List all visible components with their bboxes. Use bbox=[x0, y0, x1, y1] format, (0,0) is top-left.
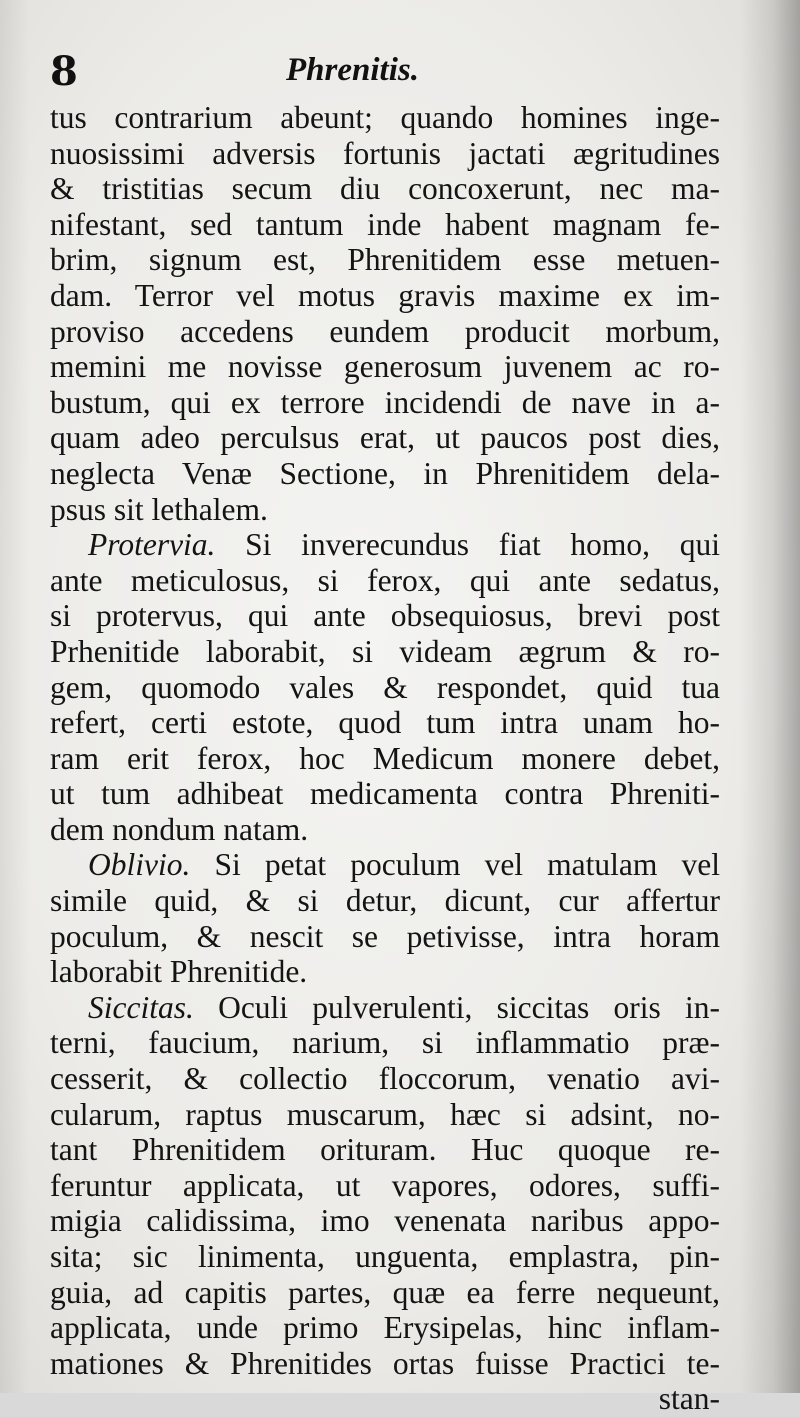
paragraph-heading: Siccitas. bbox=[88, 989, 194, 1025]
text-line bbox=[50, 492, 720, 528]
text-line bbox=[50, 563, 720, 599]
text-line bbox=[50, 776, 720, 812]
line-text: dam. Terror vel motus gravis maxime ex im- bbox=[50, 277, 720, 313]
text-line bbox=[50, 741, 720, 777]
page-header bbox=[50, 48, 720, 100]
line-text: sita; sic linimenta, unguenta, emplastra, pin- bbox=[50, 1239, 720, 1274]
line-text: stan- bbox=[658, 1381, 720, 1417]
text-line bbox=[50, 705, 720, 741]
text-line bbox=[50, 1168, 720, 1204]
line-text: simile quid, & si detur, dicunt, cur affertur bbox=[50, 883, 720, 919]
text-line bbox=[50, 598, 720, 634]
gutter-shadow bbox=[0, 0, 30, 1393]
line-text: feruntur applicata, ut vapores, odores, suffi- bbox=[50, 1167, 720, 1203]
text-line bbox=[50, 207, 720, 243]
paragraph-heading: Protervia. bbox=[88, 527, 216, 563]
line-text: migia calidissima, imo venenata naribus appo- bbox=[50, 1203, 720, 1239]
line-text: bustum, qui ex terrore incidendi de nave in a- bbox=[50, 384, 720, 420]
line-text: dem nondum natam. bbox=[50, 811, 309, 847]
line-text: terni, faucium, narium, si inflammatio præ- bbox=[50, 1025, 720, 1061]
paragraph-heading: Oblivio. bbox=[88, 847, 191, 883]
text-line bbox=[50, 883, 720, 919]
line-text: ut tum adhibeat medicamenta contra Phreniti- bbox=[50, 776, 720, 812]
text-line bbox=[50, 314, 720, 350]
line-text: tant Phrenitidem orituram. Huc quoque re- bbox=[50, 1132, 720, 1168]
line-text: Si petat poculum vel matulam vel bbox=[190, 847, 720, 883]
line-text: & tristitias secum diu concoxerunt, nec ma- bbox=[50, 171, 720, 207]
line-text: cesserit, & collectio floccorum, venatio avi- bbox=[50, 1061, 720, 1097]
page-number: 8 bbox=[50, 48, 78, 95]
text-line bbox=[50, 456, 720, 492]
line-text: si protervus, qui ante obsequiosus, brevi post bbox=[50, 598, 720, 634]
line-text: ante meticulosus, si ferox, qui ante sedatus, bbox=[50, 562, 720, 598]
line-text: quam adeo perculsus erat, ut paucos post dies, bbox=[50, 420, 720, 456]
text-line bbox=[50, 954, 720, 990]
line-text: psus sit lethalem. bbox=[50, 491, 268, 527]
text-line bbox=[50, 349, 720, 385]
line-text: cularum, raptus muscarum, hæc si adsint, no- bbox=[50, 1096, 720, 1132]
line-text: gem, quomodo vales & respondet, quid tua bbox=[50, 669, 720, 705]
text-line bbox=[50, 136, 720, 172]
line-text: applicata, unde primo Erysipelas, hinc inflam- bbox=[50, 1310, 720, 1346]
line-text: tus contrarium abeunt; quando homines inge- bbox=[50, 100, 720, 135]
body-text bbox=[50, 100, 720, 1417]
text-line bbox=[50, 1132, 720, 1168]
line-text: guia, ad capitis partes, quæ ea ferre nequeunt, bbox=[50, 1274, 720, 1310]
text-line bbox=[50, 670, 720, 706]
text-line bbox=[50, 1061, 720, 1097]
line-text: nuosissimi adversis fortunis jactati ægritudines bbox=[50, 135, 720, 171]
line-text: proviso accedens eundem producit morbum, bbox=[50, 313, 720, 349]
line-text: poculum, & nescit se petivisse, intra horam bbox=[50, 918, 720, 954]
text-line bbox=[50, 634, 720, 670]
line-text: Oculi pulverulenti, siccitas oris in- bbox=[193, 989, 720, 1025]
line-text: ram erit ferox, hoc Medicum monere debet, bbox=[50, 740, 720, 776]
text-line bbox=[50, 527, 720, 563]
line-text: nifestant, sed tantum inde habent magnam fe- bbox=[50, 206, 720, 242]
text-line bbox=[50, 1381, 720, 1417]
text-line bbox=[50, 847, 720, 883]
line-text: mationes & Phrenitides ortas fuisse Practici te- bbox=[50, 1345, 720, 1381]
line-text: refert, certi estote, quod tum intra unam ho- bbox=[50, 705, 720, 741]
text-line bbox=[50, 242, 720, 278]
text-line bbox=[50, 1203, 720, 1239]
page-edge-shadow bbox=[740, 0, 800, 1393]
text-line bbox=[50, 278, 720, 314]
text-line bbox=[50, 385, 720, 421]
line-text: brim, signum est, Phrenitidem esse metuen- bbox=[50, 242, 720, 278]
text-line bbox=[50, 990, 720, 1026]
text-line bbox=[50, 1239, 720, 1275]
text-line bbox=[50, 1097, 720, 1133]
line-text: neglecta Venæ Sectione, in Phrenitidem dela- bbox=[50, 455, 720, 491]
text-line bbox=[50, 100, 720, 136]
text-line bbox=[50, 420, 720, 456]
line-text: Prhenitide laborabit, si videam ægrum & ro- bbox=[50, 633, 720, 669]
text-line bbox=[50, 919, 720, 955]
line-text: Si inverecundus fiat homo, qui bbox=[215, 527, 720, 563]
running-title: Phrenitis. bbox=[286, 52, 419, 88]
text-line bbox=[50, 812, 720, 848]
line-text: laborabit Phrenitide. bbox=[50, 954, 308, 990]
text-line bbox=[50, 171, 720, 207]
text-line bbox=[50, 1025, 720, 1061]
text-line bbox=[50, 1275, 720, 1311]
line-text: memini me novisse generosum juvenem ac ro- bbox=[50, 349, 720, 385]
text-line bbox=[50, 1310, 720, 1346]
text-line bbox=[50, 1346, 720, 1382]
